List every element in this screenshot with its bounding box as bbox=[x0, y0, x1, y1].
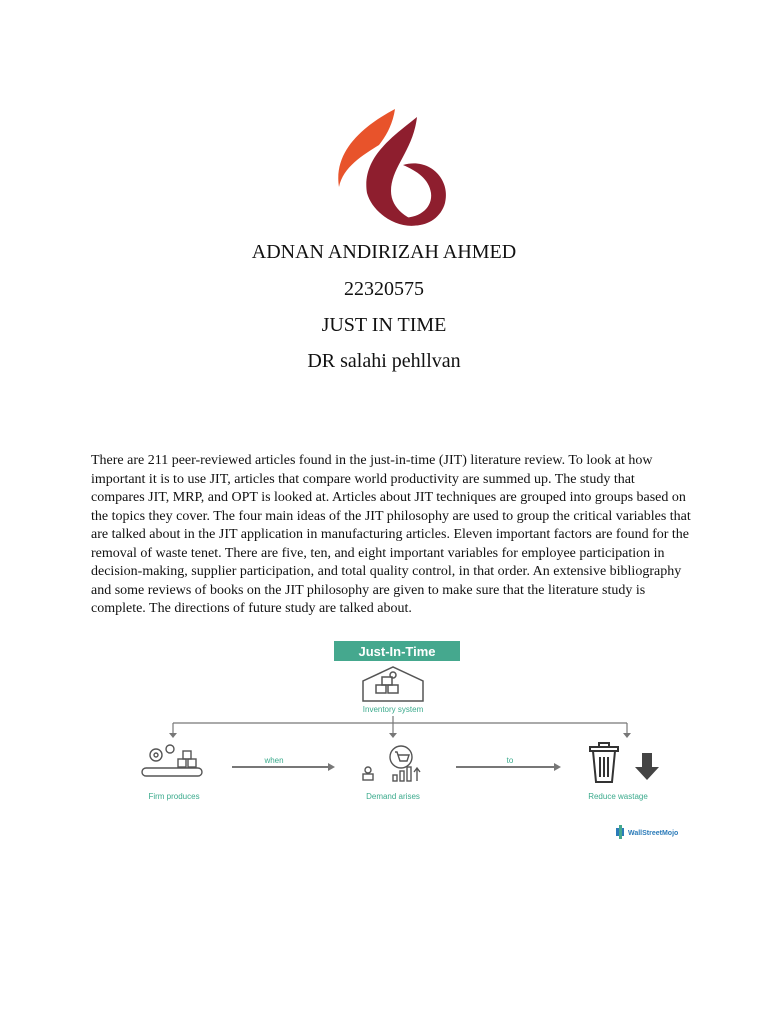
reduce-wastage-label: Reduce wastage bbox=[588, 792, 648, 801]
trash-bin-icon bbox=[590, 743, 618, 782]
student-id: 22320575 bbox=[344, 278, 424, 300]
watermark-text: WallStreetMojo bbox=[628, 830, 679, 837]
down-arrow-icon bbox=[635, 753, 659, 780]
factory-conveyor-icon bbox=[142, 745, 202, 776]
to-label: to bbox=[506, 756, 514, 765]
jit-diagram bbox=[130, 637, 648, 807]
course-title: JUST IN TIME bbox=[321, 314, 447, 336]
abstract-paragraph: There are 211 peer-reviewed articles found in the just-in-time (JIT) literature review. To look at how important it is to use JIT, articles that compare world productivity are summed up. The study that compares JIT, MRP, and OPT is looked at. Articles about JIT techniques are grouped into groups based on the topics they cover. The four main ideas of the JIT philosophy are used to group the critical variables that are talked about in the JIT application in manufacturing articles. Eleven important factors are found for the removal of waste tenet. There are five, ten, and eight important variables for employee participation in decision-making, supplier participation, and total quality control, in that order. An extensive bibliography and some reviews of books on the JIT philosophy are given to make sure that the literature study is complete. The directions of future study are talked about. bbox=[91, 453, 691, 616]
connector-arrowheads bbox=[169, 733, 631, 738]
demand-arises-label: Demand arises bbox=[366, 792, 420, 801]
wallstreetmojo-watermark bbox=[614, 824, 714, 840]
watermark-logo-icon bbox=[616, 825, 624, 839]
warehouse-icon bbox=[363, 667, 423, 701]
inventory-system-label: Inventory system bbox=[362, 705, 424, 714]
university-logo bbox=[325, 105, 455, 235]
instructor-name: DR salahi pehllvan bbox=[307, 350, 461, 372]
shopping-demand-icon bbox=[363, 746, 420, 781]
firm-produces-label: Firm produces bbox=[148, 792, 200, 801]
to-arrowhead bbox=[554, 763, 561, 771]
when-label: when bbox=[264, 756, 284, 765]
diagram-title: Just-In-Time bbox=[358, 644, 436, 659]
connector-lines bbox=[173, 716, 627, 735]
author-name: ADNAN ANDIRIZAH AHMED bbox=[251, 241, 517, 263]
when-arrowhead bbox=[328, 763, 335, 771]
